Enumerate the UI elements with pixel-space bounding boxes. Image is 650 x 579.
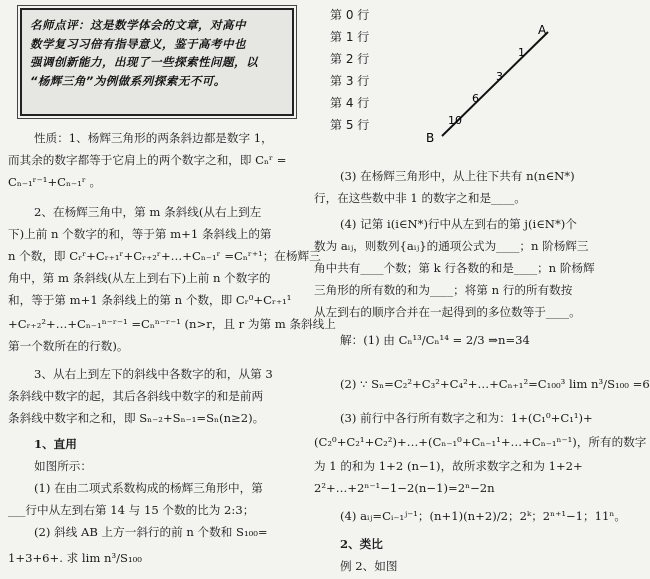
row-label: 第 1 行 [330,30,370,44]
teacher-comment [30,16,288,90]
body-line: 1+3+6+. 求 lim n³/S₁₀₀ [8,551,142,565]
property-line: 性质：1、杨辉三角形的两条斜边都是数字 1， [34,131,273,145]
question-line: (4) 记第 i(i∈N*)行中从左到右的第 j(i∈N*)个 [340,217,577,231]
comment-line: 强调创新能力，出现了一些探索性问题，以 [30,55,258,69]
row-label: 第 3 行 [330,74,370,88]
example-line: 例 2、如图 [340,559,398,573]
property-line: 2、在杨辉三角中，第 m 条斜线(从右上到左 [34,205,262,219]
property-line: 3、从右上到左下的斜线中各数字的和，从第 3 [34,367,273,381]
question-line: 行，在这些数中非 1 的数字之和是____。 [314,191,526,205]
body-line: (1) 在由二项式系数构成的杨辉三角形中，第 [34,481,263,495]
question-line: 三角形的所有数的和为____；将第 n 行的所有数按 [314,283,573,297]
label-6: 6 [472,92,479,105]
label-10: 10 [448,114,462,127]
row-label: 第 2 行 [330,52,370,66]
property-line: 角中，第 m 条斜线(从左上到右下)上前 n 个数字的 [8,271,271,285]
property-line: 条斜线中数字的起，其后各斜线中数字的和是前两 [8,389,264,403]
solution-line: (3) 前行中各行所有数字之和为：1+(C₁⁰+C₁¹)+ [340,411,593,425]
property-line: 第一个数所在的行数)。 [8,339,129,353]
row-label: 第 4 行 [330,96,370,110]
label-1: 1 [518,46,525,59]
solution-line: 解：(1) 由 Cₙ¹³/Cₙ¹⁴ = 2/3 ⇒n=34 [340,333,530,347]
diagonal-ab-diagram [420,18,570,148]
question-line: 角中共有____个数；第 k 行各数的和是____；n 阶杨辉 [314,261,595,275]
label-a: A [538,23,547,37]
property-line: 和，等于第 m+1 条斜线上的第 n 个数，即 Cᵣ⁰+Cᵣ₊₁¹ [8,293,292,307]
property-line: +Cᵣ₊₂²+…+Cₙ₋₁ⁿ⁻ʳ⁻¹ =Cₙⁿ⁻ʳ⁻¹ (n>r，且 r 为第 m 条斜线上 [8,317,336,331]
body-line: 如图所示： [34,459,92,473]
question-line: 数为 aᵢⱼ，则数列{aᵢⱼ}的通项公式为____；n 阶杨辉三 [314,239,589,253]
property-line: 下)上前 n 个数字的和，等于第 m+1 条斜线上的第 [8,227,272,241]
label-b: B [426,131,435,145]
solution-line: (2) ∵ Sₙ=C₂²+C₃²+C₄²+…+Cₙ₊₁²=C₁₀₀³ lim n³/S₁₀₀ =6 [340,377,650,391]
property-line: Cₙ₋₁ʳ⁻¹+Cₙ₋₁ʳ 。 [8,175,102,189]
body-line: (2) 斜线 AB 上方一斜行的前 n 个数和 S₁₀₀= [34,525,268,539]
question-line: 从左到右的顺序合并在一起得到的多位数等于____。 [314,305,581,319]
comment-line: “杨辉三角”为例做系列探索无不可。 [30,73,226,88]
solution-line: (4) aᵢⱼ=Cᵢ₋₁ʲ⁻¹；(n+1)(n+2)/2；2ᵏ；2ⁿ⁺¹−1；11ⁿ。 [340,509,627,523]
solution-line: (C₂⁰+C₂¹+C₂²)+…+(Cₙ₋₁⁰+Cₙ₋₁¹+…+Cₙ₋₁ⁿ⁻¹)，所有的数字 [314,435,647,449]
row-label: 第 0 行 [330,8,370,22]
property-line: 而其余的数字都等于它肩上的两个数字之和，即 Cₙʳ = [8,153,287,167]
comment-line: 名师点评：这是数学体会的文章，对高中 [30,18,246,32]
solution-line: 2²+…+2ⁿ⁻¹−1−2(n−1)=2ⁿ−2n [314,481,495,495]
question-line: (3) 在杨辉三角形中，从上往下共有 n(n∈N*) [340,169,575,183]
section-heading: 2、类比 [340,537,383,551]
property-line: 条斜线中数字和之和，即 Sₙ₋₂+Sₙ₋₁=Sₙ(n≥2)。 [8,411,265,425]
property-line: n 个数，即 Cᵣʳ+Cᵣ₊₁ʳ+Cᵣ₊₂ʳ+…+Cₙ₋₁ʳ =Cₙʳ⁺¹；在杨辉三 [8,249,321,263]
body-line: ___行中从左到右第 14 与 15 个数的比为 2:3； [8,503,255,517]
teacher-comment-box [20,8,294,116]
solution-line: 为 1 的和为 1+2 (n−1)，故所求数字之和为 1+2+ [314,459,583,473]
label-3: 3 [496,70,503,83]
section-heading: 1、直用 [34,437,77,451]
comment-line: 数学复习习倍有指导意义，鉴于高考中也 [30,36,246,51]
row-label: 第 5 行 [330,118,370,132]
